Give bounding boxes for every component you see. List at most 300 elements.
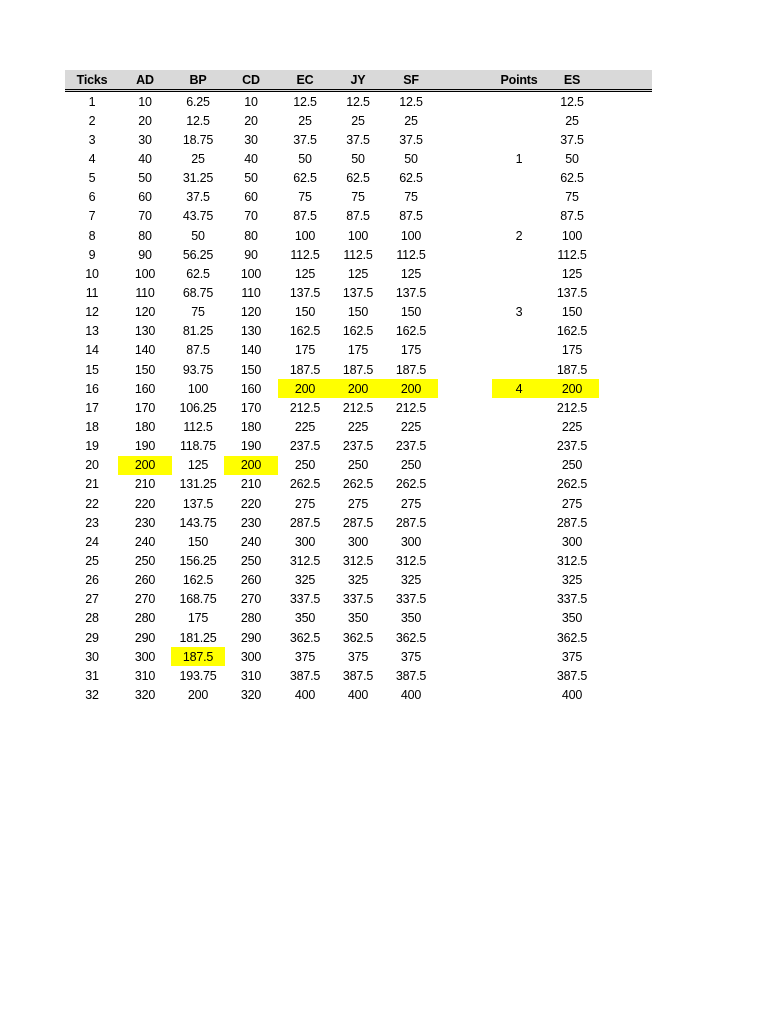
cell-ticks[interactable]: 18 [85,419,99,434]
cell-ec[interactable]: 287.5 [289,515,321,530]
cell-jy[interactable]: 37.5 [346,132,370,147]
cell-ticks[interactable]: 4 [88,151,96,166]
cell-jy[interactable]: 150 [347,305,369,320]
cell-ec[interactable]: 50 [298,151,312,166]
cell-ad[interactable]: 240 [134,534,156,549]
cell-ec[interactable]: 350 [294,611,316,626]
cell-points[interactable] [492,532,546,551]
cell-bp[interactable]: 37.5 [186,190,210,205]
cell-cd[interactable]: 140 [240,343,262,358]
cell-es[interactable]: 137.5 [556,285,588,300]
cell-sf[interactable]: 100 [400,228,422,243]
cell-ad[interactable]: 300 [134,649,156,664]
cell-bp[interactable]: 193.75 [179,668,217,683]
cell-jy[interactable]: 187.5 [342,362,374,377]
cell-cd[interactable]: 160 [240,381,262,396]
cell-sf[interactable]: 400 [400,687,422,702]
cell-jy[interactable]: 325 [347,573,369,588]
cell-es[interactable]: 50 [565,151,579,166]
cell-es[interactable]: 187.5 [556,362,588,377]
cell-es[interactable]: 212.5 [556,400,588,415]
cell-jy[interactable]: 50 [351,151,365,166]
cell-points[interactable] [492,628,546,647]
cell-cd[interactable]: 220 [240,496,262,511]
cell-ec[interactable]: 362.5 [289,630,321,645]
header-es[interactable]: ES [563,72,581,87]
cell-ad[interactable]: 40 [138,151,152,166]
cell-bp[interactable]: 106.25 [179,400,217,415]
cell-points[interactable] [492,666,546,685]
cell-points[interactable] [492,685,546,704]
cell-ticks[interactable]: 22 [85,496,99,511]
cell-jy[interactable]: 237.5 [342,439,374,454]
cell-bp[interactable]: 200 [187,687,209,702]
cell-cd[interactable]: 180 [240,419,262,434]
cell-points[interactable] [492,111,546,130]
cell-es[interactable]: 150 [561,305,583,320]
cell-ticks[interactable]: 14 [85,343,99,358]
cell-bp[interactable]: 150 [187,534,209,549]
cell-ad[interactable]: 120 [134,305,156,320]
cell-ticks[interactable]: 19 [85,439,99,454]
cell-sf[interactable]: 187.5 [395,362,427,377]
cell-points[interactable] [492,437,546,456]
cell-sf-highlighted[interactable]: 200 [384,379,438,398]
cell-cd[interactable]: 250 [240,553,262,568]
cell-jy[interactable]: 250 [347,458,369,473]
cell-ticks[interactable]: 11 [85,285,99,300]
cell-es[interactable]: 25 [565,113,579,128]
cell-sf[interactable]: 75 [404,190,418,205]
cell-bp[interactable]: 125 [187,458,209,473]
cell-cd[interactable]: 170 [240,400,262,415]
cell-jy[interactable]: 125 [347,266,369,281]
cell-bp[interactable]: 137.5 [182,496,214,511]
cell-bp[interactable]: 156.25 [179,553,217,568]
cell-jy[interactable]: 112.5 [343,247,373,262]
cell-cd-highlighted[interactable]: 200 [224,456,278,475]
cell-ec[interactable]: 37.5 [293,132,317,147]
cell-ticks[interactable]: 29 [85,630,99,645]
cell-ad[interactable]: 310 [134,668,156,683]
cell-bp-highlighted[interactable]: 187.5 [171,647,225,666]
cell-points[interactable] [492,245,546,264]
cell-ticks[interactable]: 27 [85,592,99,607]
cell-es[interactable]: 362.5 [556,630,588,645]
cell-points[interactable] [492,647,546,666]
cell-sf[interactable]: 25 [404,113,418,128]
cell-ec[interactable]: 400 [294,687,316,702]
cell-es[interactable]: 112.5 [557,247,587,262]
cell-jy[interactable]: 350 [347,611,369,626]
cell-ec[interactable]: 262.5 [289,477,321,492]
cell-points[interactable] [492,283,546,302]
cell-points[interactable] [492,322,546,341]
cell-sf[interactable]: 112.5 [396,247,426,262]
cell-ec[interactable]: 325 [294,573,316,588]
cell-ad[interactable]: 30 [138,132,152,147]
cell-es[interactable]: 75 [565,190,579,205]
cell-jy[interactable]: 75 [351,190,365,205]
cell-sf[interactable]: 237.5 [395,439,427,454]
cell-cd[interactable]: 70 [244,209,258,224]
cell-cd[interactable]: 230 [240,515,262,530]
cell-points[interactable] [492,264,546,283]
cell-ec[interactable]: 312.5 [289,553,321,568]
cell-cd[interactable]: 30 [244,132,258,147]
cell-bp[interactable]: 93.75 [182,362,214,377]
cell-cd[interactable]: 90 [244,247,258,262]
cell-points[interactable] [492,188,546,207]
cell-es[interactable]: 37.5 [560,132,584,147]
header-points[interactable]: Points [500,72,538,87]
cell-ticks[interactable]: 13 [85,324,99,339]
cell-ec[interactable]: 87.5 [293,209,317,224]
cell-ad[interactable]: 100 [134,266,156,281]
cell-ec[interactable]: 175 [294,343,316,358]
cell-points[interactable]: 1 [515,151,523,166]
cell-es[interactable]: 237.5 [556,439,588,454]
cell-bp[interactable]: 12.5 [186,113,210,128]
cell-points[interactable] [492,551,546,570]
cell-ticks[interactable]: 20 [85,458,99,473]
cell-es[interactable]: 312.5 [556,553,588,568]
cell-ad[interactable]: 320 [134,687,156,702]
cell-cd[interactable]: 150 [240,362,262,377]
cell-jy[interactable]: 337.5 [342,592,374,607]
cell-ec[interactable]: 12.5 [293,94,317,109]
cell-ec[interactable]: 375 [294,649,316,664]
cell-ticks[interactable]: 1 [88,94,96,109]
cell-bp[interactable]: 18.75 [182,132,214,147]
cell-cd[interactable]: 300 [240,649,262,664]
cell-points[interactable] [492,207,546,226]
cell-ad[interactable]: 250 [134,553,156,568]
cell-bp[interactable]: 68.75 [182,285,214,300]
cell-points[interactable] [492,590,546,609]
cell-bp[interactable]: 87.5 [186,343,210,358]
header-ticks[interactable]: Ticks [76,72,108,87]
cell-sf[interactable]: 287.5 [395,515,427,530]
cell-bp[interactable]: 118.75 [179,439,217,454]
cell-jy-highlighted[interactable]: 200 [331,379,385,398]
cell-points[interactable] [492,341,546,360]
cell-bp[interactable]: 62.5 [186,266,210,281]
cell-ticks[interactable]: 6 [88,190,96,205]
cell-ec[interactable]: 187.5 [289,362,321,377]
cell-ec[interactable]: 100 [294,228,316,243]
cell-ad[interactable]: 130 [134,324,156,339]
cell-sf[interactable]: 337.5 [395,592,427,607]
cell-sf[interactable]: 250 [400,458,422,473]
cell-jy[interactable]: 137.5 [342,285,374,300]
cell-jy[interactable]: 212.5 [342,400,374,415]
cell-cd[interactable]: 110 [241,285,261,300]
cell-ec[interactable]: 75 [298,190,312,205]
cell-cd[interactable]: 50 [244,171,258,186]
cell-ticks[interactable]: 10 [85,266,99,281]
cell-sf[interactable]: 50 [404,151,418,166]
cell-ad[interactable]: 180 [134,419,156,434]
cell-sf[interactable]: 62.5 [399,171,423,186]
cell-ticks[interactable]: 12 [85,305,99,320]
cell-ticks[interactable]: 21 [85,477,99,492]
cell-bp[interactable]: 175 [187,611,209,626]
cell-sf[interactable]: 125 [400,266,422,281]
cell-es-highlighted[interactable]: 200 [545,379,599,398]
header-row [65,70,652,92]
cell-ticks[interactable]: 28 [85,611,99,626]
cell-sf[interactable]: 362.5 [395,630,427,645]
cell-cd[interactable]: 60 [244,190,258,205]
cell-ticks[interactable]: 5 [88,171,96,186]
cell-ec-highlighted[interactable]: 200 [278,379,332,398]
cell-sf[interactable]: 87.5 [399,209,423,224]
cell-jy[interactable]: 375 [347,649,369,664]
cell-ad[interactable]: 170 [134,400,156,415]
cell-ad[interactable]: 80 [138,228,152,243]
cell-jy[interactable]: 25 [351,113,365,128]
cell-ec[interactable]: 150 [294,305,316,320]
cell-es[interactable]: 337.5 [556,592,588,607]
cell-points[interactable] [492,609,546,628]
cell-cd[interactable]: 240 [240,534,262,549]
cell-ticks[interactable]: 3 [88,132,96,147]
cell-ad[interactable]: 60 [138,190,152,205]
cell-cd[interactable]: 270 [240,592,262,607]
cell-ec[interactable]: 275 [294,496,316,511]
cell-sf[interactable]: 175 [400,343,422,358]
cell-cd[interactable]: 80 [244,228,258,243]
cell-ad[interactable]: 90 [138,247,152,262]
cell-ticks[interactable]: 23 [85,515,99,530]
cell-points[interactable] [492,360,546,379]
cell-sf[interactable]: 12.5 [399,94,423,109]
cell-ec[interactable]: 225 [294,419,316,434]
cell-ticks[interactable]: 16 [85,381,99,396]
cell-ad[interactable]: 110 [135,285,155,300]
cell-es[interactable]: 225 [561,419,583,434]
cell-ticks[interactable]: 7 [88,209,96,224]
cell-ec[interactable]: 300 [294,534,316,549]
cell-sf[interactable]: 225 [400,419,422,434]
cell-ticks[interactable]: 32 [85,687,99,702]
cell-bp[interactable]: 31.25 [182,171,214,186]
cell-es[interactable]: 62.5 [560,171,584,186]
cell-sf[interactable]: 37.5 [399,132,423,147]
cell-bp[interactable]: 143.75 [179,515,217,530]
cell-sf[interactable]: 150 [400,305,422,320]
cell-ad[interactable]: 230 [134,515,156,530]
cell-bp[interactable]: 100 [187,381,209,396]
cell-ticks[interactable]: 8 [88,228,96,243]
cell-ad[interactable]: 150 [134,362,156,377]
cell-points[interactable] [492,169,546,188]
table-row [65,207,652,226]
cell-cd[interactable]: 290 [240,630,262,645]
cell-points[interactable] [492,130,546,149]
cell-ad[interactable]: 290 [134,630,156,645]
cell-es[interactable]: 250 [561,458,583,473]
cell-ec[interactable]: 25 [298,113,312,128]
cell-es[interactable]: 350 [561,611,583,626]
cell-cd[interactable]: 20 [244,113,258,128]
cell-bp[interactable]: 6.25 [186,94,210,109]
cell-ad[interactable]: 210 [134,477,156,492]
cell-jy[interactable]: 362.5 [342,630,374,645]
cell-ticks[interactable]: 24 [85,534,99,549]
cell-ec[interactable]: 387.5 [289,668,321,683]
cell-bp[interactable]: 75 [191,305,205,320]
cell-ad[interactable]: 140 [134,343,156,358]
cell-cd[interactable]: 130 [240,324,262,339]
cell-points[interactable] [492,92,546,111]
cell-ec[interactable]: 250 [294,458,316,473]
cell-sf[interactable]: 300 [400,534,422,549]
cell-jy[interactable]: 100 [347,228,369,243]
cell-ad-highlighted[interactable]: 200 [118,456,172,475]
cell-ec[interactable]: 237.5 [289,439,321,454]
cell-es[interactable]: 375 [561,649,583,664]
cell-ad[interactable]: 190 [134,439,156,454]
cell-ec[interactable]: 212.5 [289,400,321,415]
cell-sf[interactable]: 162.5 [395,324,427,339]
cell-ticks[interactable]: 17 [85,400,99,415]
cell-points[interactable] [492,398,546,417]
cell-ticks[interactable]: 30 [85,649,99,664]
header-cd[interactable]: CD [242,72,260,87]
cell-bp[interactable]: 112.5 [183,419,213,434]
header-ec[interactable]: EC [296,72,314,87]
cell-cd[interactable]: 40 [244,151,258,166]
cell-cd[interactable]: 310 [240,668,262,683]
cell-bp[interactable]: 43.75 [182,209,214,224]
cell-ec[interactable]: 125 [294,266,316,281]
header-ad[interactable]: AD [136,72,154,87]
cell-jy[interactable]: 400 [347,687,369,702]
cell-ad[interactable]: 220 [134,496,156,511]
cell-cd[interactable]: 260 [240,573,262,588]
cell-es[interactable]: 400 [561,687,583,702]
cell-cd[interactable]: 190 [240,439,262,454]
cell-bp[interactable]: 81.25 [182,324,214,339]
cell-cd[interactable]: 120 [240,305,262,320]
cell-jy[interactable]: 387.5 [342,668,374,683]
cell-sf[interactable]: 212.5 [395,400,427,415]
cell-ad[interactable]: 20 [138,113,152,128]
cell-bp[interactable]: 131.25 [179,477,217,492]
cell-ad[interactable]: 260 [134,573,156,588]
cell-jy[interactable]: 287.5 [342,515,374,530]
cell-points[interactable] [492,494,546,513]
cell-ticks[interactable]: 31 [85,668,99,683]
cell-ticks[interactable]: 26 [85,573,99,588]
cell-sf[interactable]: 275 [400,496,422,511]
cell-es[interactable]: 87.5 [560,209,584,224]
cell-points-highlighted[interactable]: 4 [492,379,546,398]
header-jy[interactable]: JY [350,72,366,87]
cell-bp[interactable]: 56.25 [182,247,214,262]
cell-ad[interactable]: 280 [134,611,156,626]
cell-es[interactable]: 287.5 [556,515,588,530]
cell-cd[interactable]: 210 [240,477,262,492]
cell-ticks[interactable]: 25 [85,553,99,568]
cell-jy[interactable]: 262.5 [342,477,374,492]
cell-bp[interactable]: 50 [191,228,205,243]
cell-jy[interactable]: 87.5 [346,209,370,224]
cell-bp[interactable]: 25 [191,151,205,166]
cell-ad[interactable]: 70 [138,209,152,224]
cell-sf[interactable]: 375 [400,649,422,664]
cell-points[interactable] [492,475,546,494]
cell-ticks[interactable]: 15 [85,362,99,377]
cell-es[interactable]: 300 [561,534,583,549]
cell-sf[interactable]: 137.5 [395,285,427,300]
cell-cd[interactable]: 320 [240,687,262,702]
cell-ec[interactable]: 112.5 [290,247,320,262]
cell-cd[interactable]: 10 [244,94,258,109]
cell-es[interactable]: 100 [561,228,583,243]
cell-points[interactable] [492,513,546,532]
cell-jy[interactable]: 12.5 [346,94,370,109]
cell-bp[interactable]: 181.25 [179,630,217,645]
table-row [65,169,652,188]
cell-es[interactable]: 125 [561,266,583,281]
cell-es[interactable]: 262.5 [556,477,588,492]
cell-cd[interactable]: 100 [240,266,262,281]
cell-jy[interactable]: 312.5 [342,553,374,568]
cell-ad[interactable]: 270 [134,592,156,607]
cell-jy[interactable]: 300 [347,534,369,549]
cell-es[interactable]: 275 [561,496,583,511]
cell-es[interactable]: 387.5 [556,668,588,683]
cell-ec[interactable]: 337.5 [289,592,321,607]
cell-jy[interactable]: 225 [347,419,369,434]
cell-points[interactable] [492,417,546,436]
cell-ec[interactable]: 137.5 [289,285,321,300]
cell-ad[interactable]: 160 [134,381,156,396]
cell-ad[interactable]: 10 [138,94,152,109]
cell-jy[interactable]: 275 [347,496,369,511]
cell-jy[interactable]: 62.5 [346,171,370,186]
cell-jy[interactable]: 175 [347,343,369,358]
cell-sf[interactable]: 387.5 [395,668,427,683]
cell-sf[interactable]: 262.5 [395,477,427,492]
cell-points[interactable] [492,571,546,590]
header-sf[interactable]: SF [403,72,419,87]
cell-bp[interactable]: 168.75 [179,592,217,607]
cell-ec[interactable]: 62.5 [293,171,317,186]
header-bp[interactable]: BP [189,72,207,87]
cell-es[interactable]: 325 [561,573,583,588]
cell-ticks[interactable]: 9 [88,247,96,262]
cell-bp[interactable]: 162.5 [182,573,214,588]
cell-points[interactable]: 2 [515,228,523,243]
cell-es[interactable]: 175 [561,343,583,358]
cell-jy[interactable]: 162.5 [342,324,374,339]
cell-sf[interactable]: 325 [400,573,422,588]
cell-ad[interactable]: 50 [138,171,152,186]
cell-points[interactable]: 3 [515,305,523,320]
cell-cd[interactable]: 280 [240,611,262,626]
cell-sf[interactable]: 350 [400,611,422,626]
cell-ec[interactable]: 162.5 [289,324,321,339]
cell-es[interactable]: 162.5 [556,324,588,339]
cell-sf[interactable]: 312.5 [395,553,427,568]
cell-ticks[interactable]: 2 [88,113,96,128]
cell-points[interactable] [492,456,546,475]
cell-es[interactable]: 12.5 [560,94,584,109]
